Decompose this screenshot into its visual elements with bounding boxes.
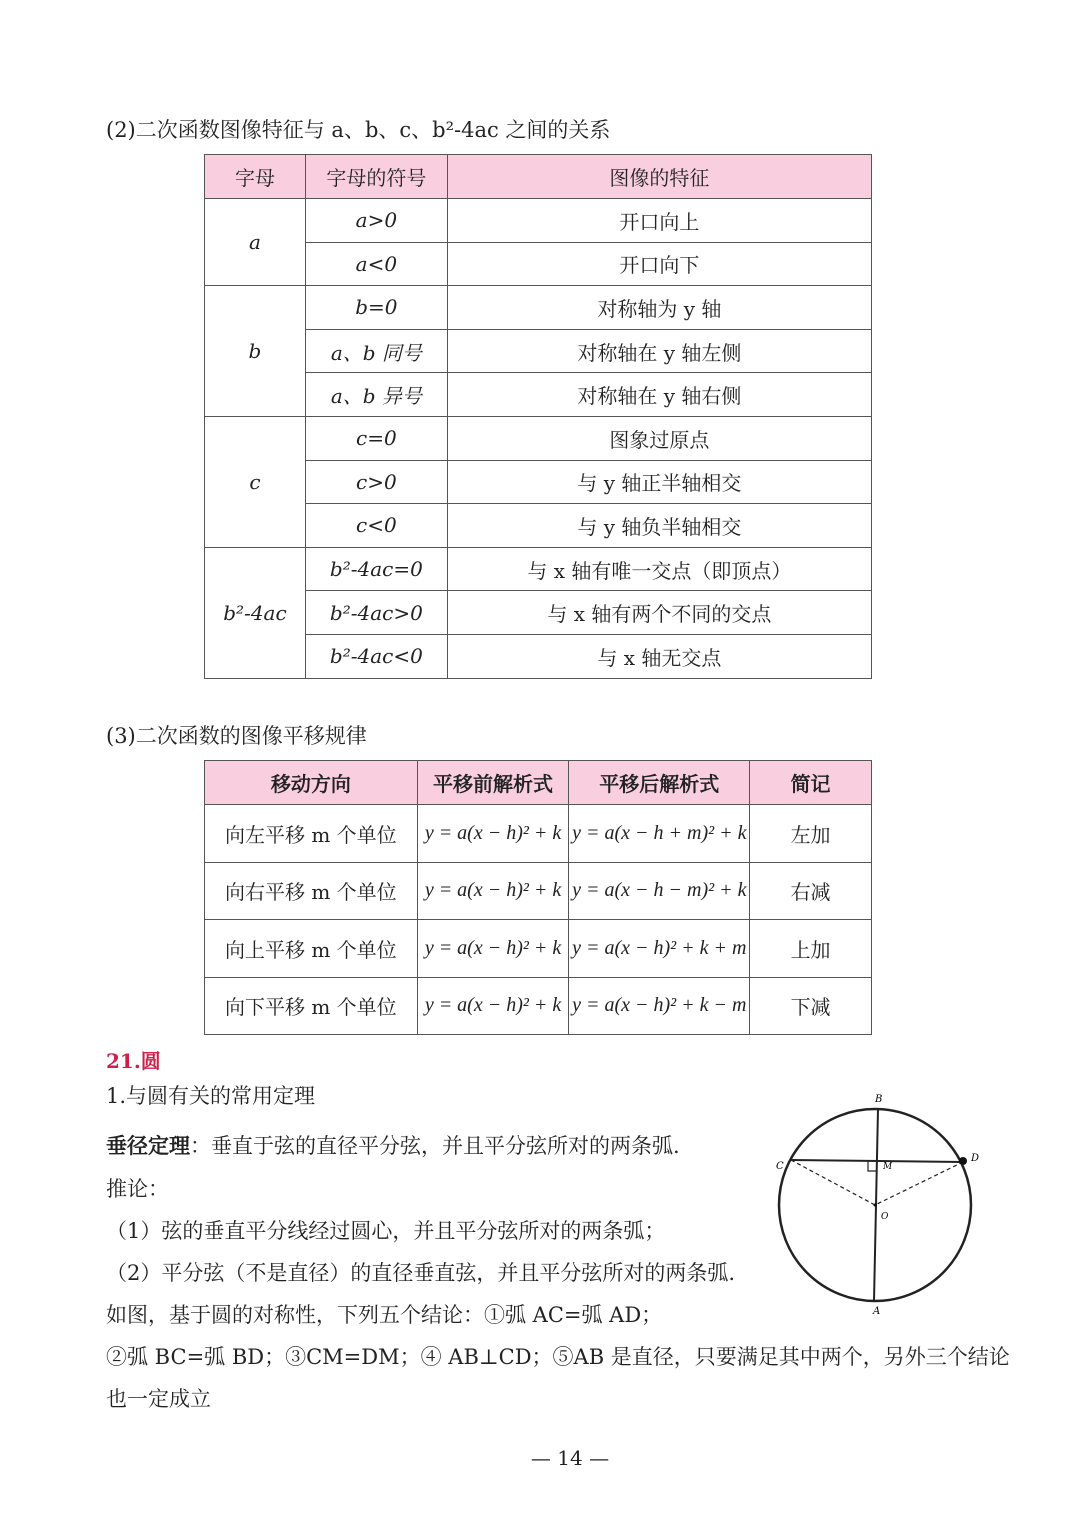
feature-cell: 开口向下: [447, 242, 871, 286]
label-a: A: [873, 1306, 881, 1317]
corollary-2: （2）平分弦（不是直径）的直径垂直弦，并且平分弦所对的两条弧.: [106, 1261, 736, 1285]
page-number: — 14 —: [530, 1446, 610, 1470]
sign-cell: a、b 同号: [305, 329, 447, 373]
before-cell: y = a(x − h)² + k: [417, 977, 569, 1035]
column-header: 移动方向: [205, 761, 418, 805]
center-o: [874, 1204, 877, 1207]
feature-cell: 与 x 轴有两个不同的交点: [447, 591, 871, 635]
table-row: [205, 591, 872, 635]
table-row: [205, 547, 872, 591]
table-row: [205, 634, 872, 678]
radius-oc: [791, 1160, 875, 1205]
table-row: [205, 504, 872, 548]
label-m: M: [883, 1162, 893, 1172]
theorem-label: 垂径定理: [106, 1133, 190, 1158]
column-header: 平移前解析式: [417, 761, 569, 805]
label-c: C: [776, 1161, 784, 1172]
sign-cell: b²-4ac>0: [305, 591, 447, 635]
circle-subtitle: 1.与圆有关的常用定理: [106, 1084, 316, 1108]
before-cell: y = a(x − h)² + k: [417, 862, 569, 920]
letter-cell: b²-4ac: [205, 547, 306, 678]
sign-cell: b=0: [305, 286, 447, 330]
table-row: [205, 977, 872, 1035]
memo-cell: 下减: [750, 977, 872, 1035]
corollary-1: （1）弦的垂直平分线经过圆心，并且平分弦所对的两条弧；: [106, 1219, 666, 1243]
after-cell: y = a(x − h)² + k − m: [569, 977, 750, 1035]
circle-section-title: 21.圆: [106, 1049, 161, 1073]
point-d: [959, 1157, 967, 1165]
sign-cell: a>0: [305, 199, 447, 243]
table-row: [205, 242, 872, 286]
feature-cell: 开口向上: [447, 199, 871, 243]
sign-feature-table: [204, 154, 872, 679]
table-row: [205, 920, 872, 978]
sign-cell: a<0: [305, 242, 447, 286]
feature-cell: 对称轴为 y 轴: [447, 286, 871, 330]
corollary-label: 推论：: [106, 1177, 169, 1201]
table-row: [205, 199, 872, 243]
table-row: [205, 329, 872, 373]
label-b: B: [875, 1094, 883, 1105]
sign-cell: c<0: [305, 504, 447, 548]
table-row: [205, 373, 872, 417]
feature-cell: 对称轴在 y 轴左侧: [447, 329, 871, 373]
letter-cell: c: [205, 416, 306, 547]
theorem-line: [106, 1130, 680, 1160]
section3-heading: (3)二次函数的图像平移规律: [106, 724, 367, 748]
table-row: [205, 460, 872, 504]
circle-diagram: [770, 1090, 990, 1320]
feature-cell: 对称轴在 y 轴右侧: [447, 373, 871, 417]
before-cell: y = a(x − h)² + k: [417, 920, 569, 978]
translation-table: [204, 760, 872, 1035]
table-row: [205, 286, 872, 330]
memo-cell: 右减: [750, 862, 872, 920]
table-row: [205, 416, 872, 460]
conclusions-line-1: 如图，基于圆的对称性，下列五个结论：①弧 AC=弧 AD；: [106, 1303, 663, 1327]
after-cell: y = a(x − h + m)² + k: [569, 805, 750, 863]
column-header: 平移后解析式: [569, 761, 750, 805]
letter-cell: b: [205, 286, 306, 417]
feature-cell: 与 x 轴无交点: [447, 634, 871, 678]
conclusions-line-2: ②弧 BC=弧 BD；③CM=DM；④ AB⊥CD；⑤AB 是直径，只要满足其中两个，另外三个结论: [106, 1345, 1010, 1369]
column-header: 图像的特征: [447, 155, 871, 199]
letter-cell: a: [205, 199, 306, 286]
sign-cell: c>0: [305, 460, 447, 504]
memo-cell: 左加: [750, 805, 872, 863]
direction-cell: 向下平移 m 个单位: [205, 977, 418, 1035]
right-angle-mark: [868, 1161, 877, 1171]
direction-cell: 向上平移 m 个单位: [205, 920, 418, 978]
theorem-text: ：垂直于弦的直径平分弦，并且平分弦所对的两条弧.: [190, 1134, 680, 1158]
label-o: O: [881, 1212, 889, 1222]
sign-cell: b²-4ac<0: [305, 634, 447, 678]
feature-cell: 与 x 轴有唯一交点（即顶点）: [447, 547, 871, 591]
column-header: 字母的符号: [305, 155, 447, 199]
sign-cell: b²-4ac=0: [305, 547, 447, 591]
after-cell: y = a(x − h)² + k + m: [569, 920, 750, 978]
table-header-row: [205, 155, 872, 199]
table-row: [205, 805, 872, 863]
table-row: [205, 862, 872, 920]
after-cell: y = a(x − h − m)² + k: [569, 862, 750, 920]
table-header-row: [205, 761, 872, 805]
feature-cell: 与 y 轴正半轴相交: [447, 460, 871, 504]
direction-cell: 向左平移 m 个单位: [205, 805, 418, 863]
sign-cell: a、b 异号: [305, 373, 447, 417]
feature-cell: 与 y 轴负半轴相交: [447, 504, 871, 548]
conclusions-line-3: 也一定成立: [106, 1387, 211, 1411]
column-header: 字母: [205, 155, 306, 199]
section2-heading: (2)二次函数图像特征与 a、b、c、b²-4ac 之间的关系: [106, 118, 611, 142]
chord-cd: [791, 1160, 963, 1162]
column-header: 简记: [750, 761, 872, 805]
feature-cell: 图象过原点: [447, 416, 871, 460]
sign-cell: c=0: [305, 416, 447, 460]
memo-cell: 上加: [750, 920, 872, 978]
direction-cell: 向右平移 m 个单位: [205, 862, 418, 920]
label-d: D: [971, 1153, 980, 1164]
before-cell: y = a(x − h)² + k: [417, 805, 569, 863]
